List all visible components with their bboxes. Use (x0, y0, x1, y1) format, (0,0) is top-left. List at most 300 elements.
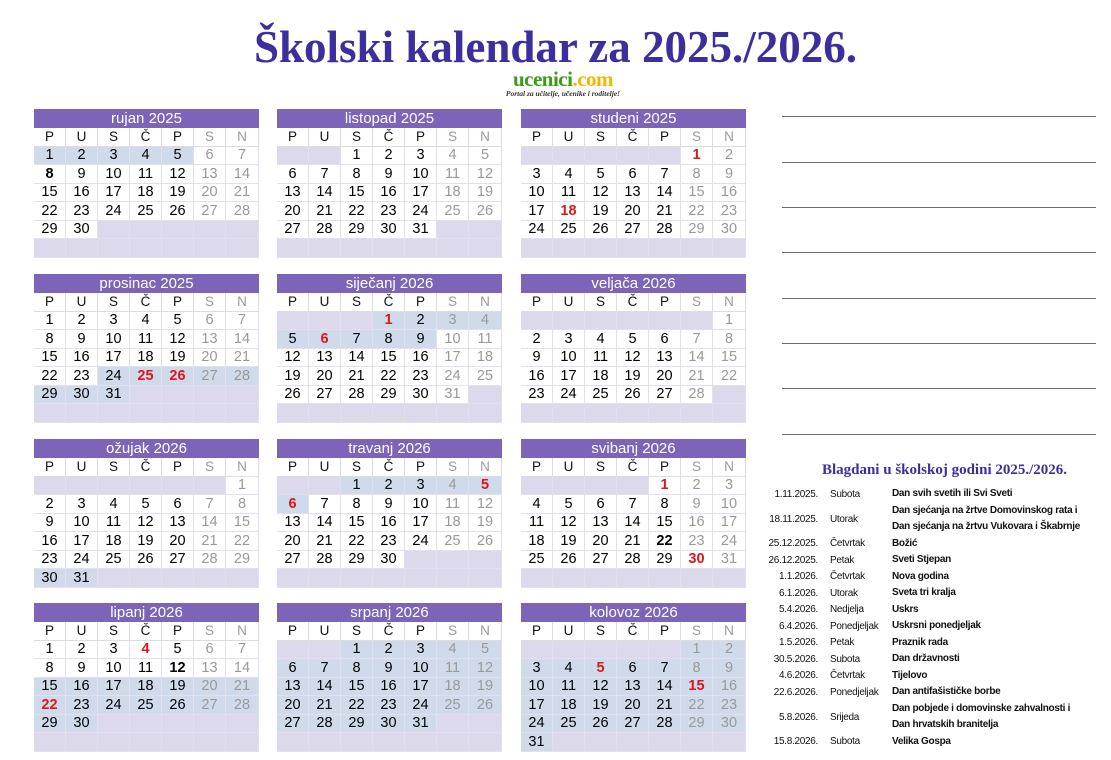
day-cell: 26 (585, 715, 617, 734)
day-cell: 27 (649, 386, 681, 405)
empty-cell (585, 477, 617, 496)
day-cell: 30 (66, 221, 98, 240)
day-cell: 5 (162, 641, 194, 660)
day-cell: 12 (277, 349, 309, 368)
day-cell: 11 (130, 330, 162, 349)
logo-main-text: ucenici (512, 67, 573, 91)
empty-cell (585, 147, 617, 166)
day-cell: 7 (226, 312, 259, 331)
day-cell: 1 (341, 641, 373, 660)
day-cell: 11 (553, 184, 585, 203)
day-cell: 30 (34, 569, 66, 588)
day-cell: 8 (341, 659, 373, 678)
holiday-name (892, 552, 1107, 569)
empty-cell (553, 239, 585, 258)
day-cell: 17 (405, 514, 437, 533)
day-cell: 20 (585, 532, 617, 551)
day-cell: 16 (373, 184, 405, 203)
day-cell: 29 (649, 551, 681, 570)
day-cell: 12 (162, 659, 194, 678)
day-cell: 22 (681, 696, 713, 715)
day-cell: 2 (405, 312, 437, 331)
day-cell: 25 (437, 696, 469, 715)
weekday-header: P (521, 128, 553, 147)
month-days-grid (277, 293, 502, 423)
day-cell: 2 (66, 641, 98, 660)
day-cell: 17 (405, 678, 437, 697)
empty-cell (553, 404, 585, 423)
day-cell: 6 (277, 165, 309, 184)
weekday-header: S (585, 293, 617, 312)
site-logo[interactable] (488, 69, 638, 98)
day-cell: 6 (309, 330, 341, 349)
weekday-header: P (649, 293, 681, 312)
day-cell: 26 (162, 696, 194, 715)
day-cell: 25 (130, 367, 162, 386)
day-cell: 19 (277, 367, 309, 386)
day-cell: 8 (341, 165, 373, 184)
weekday-header: Č (130, 293, 162, 312)
holiday-date: 22.6.2026. (773, 686, 818, 698)
page-title: Školski kalendar za 2025./2026. (253, 22, 858, 72)
day-cell: 9 (405, 330, 437, 349)
holiday-date: 15.8.2026. (773, 736, 818, 748)
holiday-weekday: Četvrtak (830, 670, 865, 682)
day-cell: 16 (373, 514, 405, 533)
day-cell: 28 (309, 221, 341, 240)
weekday-header: Č (617, 128, 649, 147)
day-cell: 15 (226, 514, 259, 533)
logo-domain-text: .com (572, 67, 614, 91)
day-cell: 1 (341, 147, 373, 166)
day-cell: 22 (34, 367, 66, 386)
day-cell: 29 (341, 221, 373, 240)
day-cell: 24 (98, 696, 130, 715)
day-cell: 21 (309, 532, 341, 551)
day-cell: 13 (649, 349, 681, 368)
day-cell: 6 (194, 641, 226, 660)
day-cell: 28 (194, 551, 226, 570)
day-cell: 2 (373, 147, 405, 166)
weekday-header: S (681, 128, 713, 147)
day-cell: 25 (130, 696, 162, 715)
month-title: srpanj 2026 (277, 603, 502, 622)
day-cell: 30 (713, 221, 746, 240)
holiday-weekday: Četvrtak (830, 538, 865, 550)
empty-cell (194, 477, 226, 496)
month-days-grid (521, 622, 746, 752)
day-cell: 3 (405, 641, 437, 660)
day-cell: 12 (130, 514, 162, 533)
day-cell: 24 (405, 202, 437, 221)
month-days-grid (277, 128, 502, 258)
day-cell: 21 (226, 349, 259, 368)
day-cell: 14 (341, 349, 373, 368)
empty-cell (649, 641, 681, 660)
day-cell: 29 (341, 715, 373, 734)
month-title: listopad 2025 (277, 109, 502, 128)
month-title: travanj 2026 (277, 439, 502, 458)
day-cell: 16 (66, 184, 98, 203)
day-cell: 11 (98, 514, 130, 533)
day-cell: 5 (469, 477, 502, 496)
weekday-header: S (437, 293, 469, 312)
empty-cell (469, 569, 502, 588)
day-cell: 22 (341, 202, 373, 221)
day-cell: 25 (469, 367, 502, 386)
empty-cell (553, 733, 585, 752)
day-cell: 25 (553, 221, 585, 240)
day-cell: 6 (277, 659, 309, 678)
day-cell: 19 (553, 532, 585, 551)
weekday-header: S (341, 458, 373, 477)
empty-cell (649, 733, 681, 752)
empty-cell (585, 404, 617, 423)
day-cell: 5 (585, 659, 617, 678)
day-cell: 3 (98, 147, 130, 166)
empty-cell (469, 386, 502, 405)
day-cell: 2 (373, 477, 405, 496)
day-cell: 10 (405, 165, 437, 184)
day-cell: 28 (309, 715, 341, 734)
empty-cell (521, 477, 553, 496)
empty-cell (66, 733, 98, 752)
day-cell: 5 (162, 147, 194, 166)
holiday-date: 25.12.2025. (768, 538, 818, 550)
day-cell: 6 (585, 495, 617, 514)
day-cell: 28 (226, 202, 259, 221)
day-cell: 27 (277, 221, 309, 240)
weekday-header: P (162, 622, 194, 641)
day-cell: 17 (98, 184, 130, 203)
day-cell: 7 (309, 659, 341, 678)
month-days-grid (34, 622, 259, 752)
day-cell: 14 (681, 349, 713, 368)
day-cell: 23 (66, 367, 98, 386)
day-cell: 31 (98, 386, 130, 405)
day-cell: 12 (553, 514, 585, 533)
day-cell: 22 (34, 696, 66, 715)
note-line (782, 207, 1096, 208)
holiday-weekday: Subota (830, 653, 860, 665)
day-cell: 3 (66, 495, 98, 514)
day-cell: 2 (713, 641, 746, 660)
day-cell: 1 (681, 641, 713, 660)
weekday-header: S (681, 622, 713, 641)
day-cell: 17 (66, 532, 98, 551)
empty-cell (373, 569, 405, 588)
weekday-header: Č (373, 622, 405, 641)
empty-cell (521, 239, 553, 258)
holiday-date: 26.12.2025. (768, 554, 818, 566)
holiday-row (757, 701, 1107, 734)
day-cell: 21 (341, 367, 373, 386)
day-cell: 6 (194, 312, 226, 331)
empty-cell (226, 386, 259, 405)
empty-cell (98, 569, 130, 588)
weekday-header: U (553, 293, 585, 312)
month-10 (34, 603, 259, 752)
weekday-header: P (405, 128, 437, 147)
day-cell: 5 (585, 165, 617, 184)
month-title: kolovoz 2026 (521, 603, 746, 622)
day-cell: 20 (277, 202, 309, 221)
day-cell: 1 (226, 477, 259, 496)
holiday-row (757, 503, 1107, 536)
empty-cell (341, 733, 373, 752)
day-cell: 18 (437, 678, 469, 697)
empty-cell (130, 569, 162, 588)
weekday-header: S (341, 128, 373, 147)
day-cell: 19 (130, 532, 162, 551)
empty-cell (66, 239, 98, 258)
empty-cell (34, 239, 66, 258)
day-cell: 23 (713, 202, 746, 221)
empty-cell (34, 404, 66, 423)
day-cell: 4 (553, 165, 585, 184)
empty-cell (66, 477, 98, 496)
empty-cell (405, 404, 437, 423)
day-cell: 17 (98, 678, 130, 697)
weekday-header: N (226, 128, 259, 147)
day-cell: 3 (98, 641, 130, 660)
day-cell: 4 (130, 312, 162, 331)
day-cell: 12 (585, 678, 617, 697)
day-cell: 7 (309, 495, 341, 514)
empty-cell (194, 404, 226, 423)
month-title: lipanj 2026 (34, 603, 259, 622)
month-title: siječanj 2026 (277, 274, 502, 293)
holiday-date: 30.5.2026. (773, 653, 818, 665)
empty-cell (681, 312, 713, 331)
day-cell: 13 (277, 514, 309, 533)
day-cell: 28 (681, 386, 713, 405)
weekday-header: U (309, 293, 341, 312)
weekday-header: P (521, 622, 553, 641)
weekday-header: S (341, 622, 373, 641)
day-cell: 13 (617, 678, 649, 697)
holiday-name-line: Dan antifašističke borbe (892, 686, 1001, 697)
empty-cell (277, 239, 309, 258)
day-cell: 20 (617, 696, 649, 715)
empty-cell (521, 404, 553, 423)
day-cell: 28 (226, 696, 259, 715)
day-cell: 30 (66, 386, 98, 405)
holiday-name (892, 503, 1107, 536)
day-cell: 19 (162, 184, 194, 203)
day-cell: 18 (437, 514, 469, 533)
day-cell: 9 (681, 495, 713, 514)
weekday-header: S (681, 458, 713, 477)
day-cell: 20 (649, 367, 681, 386)
empty-cell (194, 221, 226, 240)
month-title: prosinac 2025 (34, 274, 259, 293)
day-cell: 28 (341, 386, 373, 405)
weekday-header: P (277, 128, 309, 147)
day-cell: 8 (341, 495, 373, 514)
day-cell: 17 (521, 202, 553, 221)
day-cell: 30 (373, 221, 405, 240)
day-cell: 18 (553, 696, 585, 715)
day-cell: 10 (98, 330, 130, 349)
day-cell: 3 (437, 312, 469, 331)
weekday-header: S (681, 293, 713, 312)
weekday-header: S (98, 128, 130, 147)
empty-cell (469, 551, 502, 570)
empty-cell (98, 239, 130, 258)
day-cell: 18 (130, 349, 162, 368)
day-cell: 31 (405, 715, 437, 734)
holiday-name (892, 536, 1107, 553)
empty-cell (34, 477, 66, 496)
weekday-header: N (469, 293, 502, 312)
holiday-name-line: Sveti Stjepan (892, 554, 951, 565)
empty-cell (617, 641, 649, 660)
day-cell: 8 (34, 330, 66, 349)
day-cell: 5 (162, 312, 194, 331)
day-cell: 15 (649, 514, 681, 533)
day-cell: 28 (649, 221, 681, 240)
day-cell: 24 (713, 532, 746, 551)
day-cell: 3 (713, 477, 746, 496)
day-cell: 15 (373, 349, 405, 368)
empty-cell (194, 386, 226, 405)
holidays-title: Blagdani u školskoj godini 2025./2026. (821, 462, 1068, 478)
day-cell: 24 (521, 715, 553, 734)
month-6 (521, 274, 746, 423)
day-cell: 23 (373, 202, 405, 221)
day-cell: 13 (194, 659, 226, 678)
empty-cell (585, 569, 617, 588)
day-cell: 25 (553, 715, 585, 734)
holiday-weekday: Subota (830, 736, 860, 748)
day-cell: 8 (713, 330, 746, 349)
day-cell: 24 (553, 386, 585, 405)
day-cell: 19 (469, 678, 502, 697)
day-cell: 29 (226, 551, 259, 570)
day-cell: 19 (585, 202, 617, 221)
day-cell: 26 (469, 532, 502, 551)
weekday-header: U (66, 128, 98, 147)
holiday-name (892, 668, 1107, 685)
holiday-name (892, 684, 1107, 701)
weekday-header: P (34, 293, 66, 312)
weekday-header: N (713, 128, 746, 147)
day-cell: 15 (341, 678, 373, 697)
day-cell: 26 (617, 386, 649, 405)
day-cell: 4 (437, 641, 469, 660)
day-cell: 18 (98, 532, 130, 551)
note-line (782, 298, 1096, 299)
empty-cell (98, 715, 130, 734)
empty-cell (98, 221, 130, 240)
empty-cell (553, 641, 585, 660)
day-cell: 26 (277, 386, 309, 405)
day-cell: 19 (585, 696, 617, 715)
day-cell: 13 (277, 678, 309, 697)
day-cell: 7 (226, 147, 259, 166)
empty-cell (309, 641, 341, 660)
day-cell: 2 (713, 147, 746, 166)
weekday-header: Č (373, 293, 405, 312)
holiday-name (892, 651, 1107, 668)
weekday-header: Č (373, 458, 405, 477)
day-cell: 9 (34, 514, 66, 533)
weekday-header: Č (617, 458, 649, 477)
day-cell: 7 (649, 165, 681, 184)
weekday-header: P (405, 293, 437, 312)
weekday-header: U (553, 458, 585, 477)
day-cell: 13 (162, 514, 194, 533)
empty-cell (713, 569, 746, 588)
holiday-date: 6.1.2026. (778, 587, 818, 599)
day-cell: 18 (130, 678, 162, 697)
day-cell: 26 (469, 202, 502, 221)
day-cell: 13 (194, 330, 226, 349)
day-cell: 23 (34, 551, 66, 570)
day-cell: 18 (130, 184, 162, 203)
day-cell: 17 (713, 514, 746, 533)
holiday-name-line: Uskrsni ponedjeljak (892, 620, 981, 631)
empty-cell (521, 569, 553, 588)
day-cell: 26 (469, 696, 502, 715)
day-cell: 15 (713, 349, 746, 368)
weekday-header: N (713, 293, 746, 312)
empty-cell (713, 733, 746, 752)
holiday-name-line: Nova godina (892, 570, 949, 582)
day-cell: 12 (469, 659, 502, 678)
day-cell: 6 (617, 659, 649, 678)
empty-cell (130, 386, 162, 405)
weekday-header: P (521, 458, 553, 477)
month-title: rujan 2025 (34, 109, 259, 128)
day-cell: 16 (34, 532, 66, 551)
note-line (782, 116, 1096, 117)
day-cell: 29 (373, 386, 405, 405)
empty-cell (277, 312, 309, 331)
day-cell: 15 (34, 349, 66, 368)
day-cell: 20 (162, 532, 194, 551)
day-cell: 23 (66, 696, 98, 715)
holiday-name (892, 602, 1107, 619)
day-cell: 1 (373, 312, 405, 331)
day-cell: 28 (309, 551, 341, 570)
empty-cell (585, 239, 617, 258)
day-cell: 5 (553, 495, 585, 514)
empty-cell (194, 733, 226, 752)
weekday-header: S (194, 622, 226, 641)
holiday-name (892, 569, 1107, 586)
holiday-weekday: Nedjelja (830, 604, 864, 616)
weekday-header: N (226, 458, 259, 477)
empty-cell (373, 239, 405, 258)
day-cell: 30 (66, 715, 98, 734)
day-cell: 16 (405, 349, 437, 368)
day-cell: 13 (585, 514, 617, 533)
day-cell: 19 (469, 184, 502, 203)
holiday-name (892, 486, 1107, 503)
month-days-grid (521, 293, 746, 423)
month-11 (277, 603, 502, 752)
empty-cell (162, 404, 194, 423)
empty-cell (162, 733, 194, 752)
empty-cell (437, 551, 469, 570)
day-cell: 1 (34, 641, 66, 660)
day-cell: 12 (585, 184, 617, 203)
day-cell: 29 (34, 386, 66, 405)
empty-cell (226, 404, 259, 423)
day-cell: 13 (277, 184, 309, 203)
